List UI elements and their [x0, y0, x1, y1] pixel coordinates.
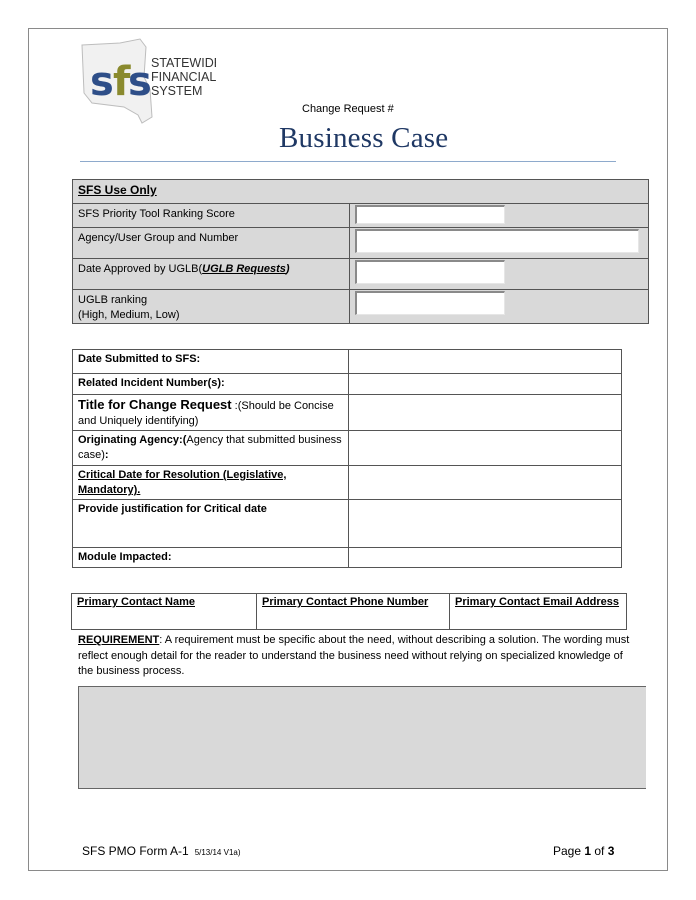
table-row [73, 548, 622, 568]
primary-contact-table [71, 593, 627, 630]
table-row [73, 374, 622, 395]
originating-agency-value[interactable] [349, 431, 622, 466]
agency-user-group-label: Agency/User Group and Number [73, 228, 350, 259]
priority-score-cell [350, 204, 649, 228]
page-of: of [591, 844, 608, 858]
table-row [73, 395, 622, 431]
table-row [73, 500, 622, 548]
date-approved-label-text: Date Approved by UGLB( [78, 263, 203, 275]
date-approved-label-suffix: ) [285, 263, 290, 275]
uglb-ranking-line-2: (High, Medium, Low) [78, 309, 180, 321]
originating-agency-label [73, 431, 349, 466]
logo-line-2: FINANCIAL [151, 70, 216, 84]
title-divider [80, 161, 616, 162]
document-title: Business Case [279, 122, 449, 154]
uglb-ranking-line-1: UGLB ranking [78, 294, 148, 306]
sfs-use-only-table [72, 179, 649, 324]
logo-line-1: STATEWIDE [151, 56, 216, 70]
svg-text:f: f [113, 59, 128, 105]
uglb-ranking-label [73, 290, 350, 324]
page-current: 1 [584, 844, 592, 858]
agency-user-group-cell [350, 228, 649, 259]
footer-form-name: SFS PMO Form A-1 [82, 844, 189, 858]
primary-contact-name-header: Primary Contact Name [72, 594, 257, 630]
table-row [73, 204, 649, 228]
table-row [73, 466, 622, 500]
logo-line-3: SYSTEM [151, 84, 203, 98]
footer-form-id [82, 844, 241, 858]
originating-agency-text: Agency that submitted business case) [78, 434, 342, 461]
date-approved-label [73, 259, 350, 290]
originating-agency-bold: Originating Agency:( [78, 434, 187, 446]
sfs-logo [80, 37, 216, 125]
uglb-requests-link[interactable]: UGLB Requests [202, 263, 286, 275]
agency-user-group-field[interactable] [355, 229, 639, 253]
justification-label: Provide justification for Critical date [73, 500, 349, 548]
footer-page-number [553, 844, 614, 858]
requirement-input-area[interactable] [78, 686, 646, 789]
title-change-request-note: :(Should be Concise and Uniquely identifying) [78, 400, 334, 427]
related-incident-value[interactable] [349, 374, 622, 395]
table-row [72, 594, 627, 630]
originating-agency-colon: : [104, 449, 109, 461]
sfs-use-only-heading: SFS Use Only [73, 180, 649, 204]
module-impacted-value[interactable] [349, 548, 622, 568]
priority-score-label: SFS Priority Tool Ranking Score [73, 204, 350, 228]
table-row [73, 259, 649, 290]
svg-text:s: s [90, 59, 111, 105]
module-impacted-label: Module Impacted: [73, 548, 349, 568]
table-row [73, 228, 649, 259]
requirement-label: REQUIREMENT [78, 634, 160, 646]
footer-version: 5/13/14 V1a) [194, 848, 241, 857]
table-row [73, 350, 622, 374]
title-change-request-value[interactable] [349, 395, 622, 431]
requirement-description: : A requirement must be specific about the need, without describing a solution. The wording must reflect enough detail for the reader to understand the business need without relying on specialized knowledge of the business process. [78, 634, 630, 677]
page-total: 3 [607, 844, 615, 858]
related-incident-label: Related Incident Number(s): [73, 374, 349, 395]
primary-contact-phone-header: Primary Contact Phone Number [257, 594, 450, 630]
page-word: Page [553, 844, 585, 858]
critical-date-value[interactable] [349, 466, 622, 500]
change-request-number-label: Change Request # [302, 103, 394, 115]
uglb-ranking-field[interactable] [355, 291, 505, 315]
uglb-ranking-cell [350, 290, 649, 324]
table-row [73, 290, 649, 324]
request-details-table [72, 349, 622, 568]
date-submitted-label: Date Submitted to SFS: [73, 350, 349, 374]
primary-contact-email-header: Primary Contact Email Address [450, 594, 627, 630]
justification-value[interactable] [349, 500, 622, 548]
date-approved-field[interactable] [355, 260, 505, 284]
priority-score-field[interactable] [355, 205, 505, 224]
critical-date-label: Critical Date for Resolution (Legislative, Mandatory). [73, 466, 349, 500]
title-change-request-label [73, 395, 349, 431]
table-row [73, 431, 622, 466]
date-approved-cell [350, 259, 649, 290]
date-submitted-value[interactable] [349, 350, 622, 374]
requirement-text [78, 633, 634, 680]
title-change-request-bold: Title for Change Request [78, 397, 232, 412]
svg-text:s: s [128, 59, 149, 105]
table-row [73, 180, 649, 204]
